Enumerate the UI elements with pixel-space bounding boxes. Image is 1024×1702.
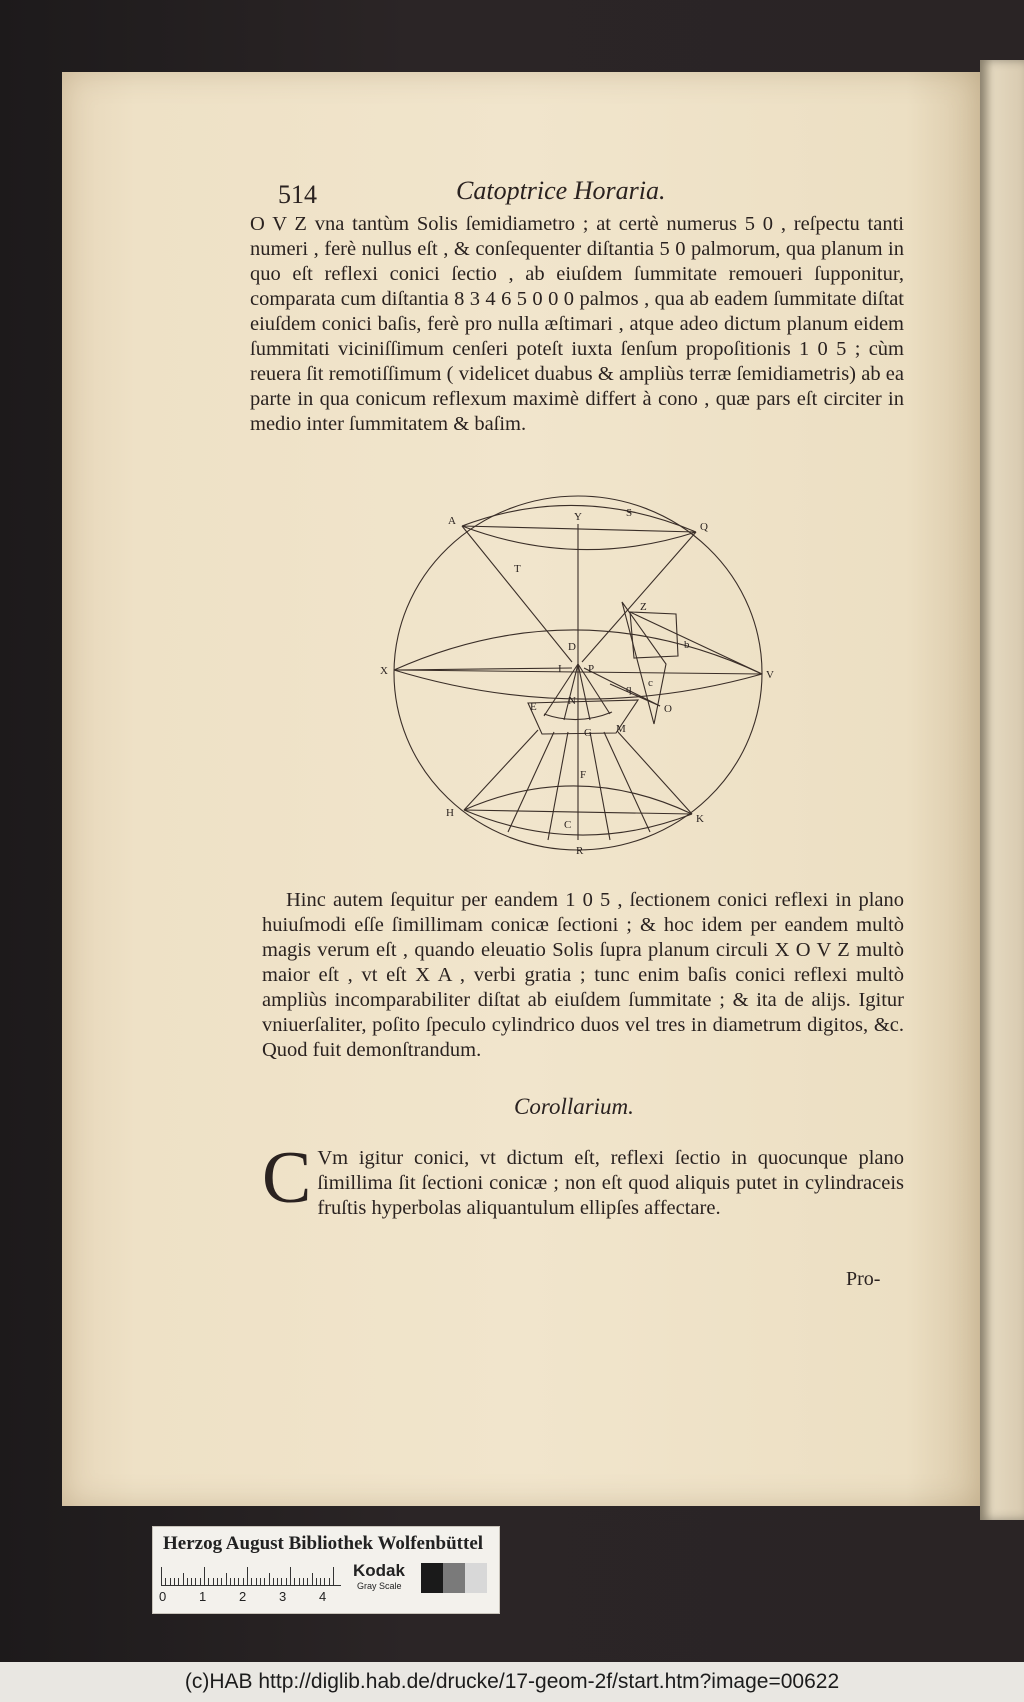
line-x-center [394, 668, 572, 670]
ruler-number: 3 [279, 1589, 287, 1604]
ruler-tick [183, 1573, 184, 1585]
label-b: b [684, 639, 690, 651]
ruler-tick [260, 1578, 261, 1585]
ruler-tick [213, 1578, 214, 1585]
ruler-tick [191, 1578, 192, 1585]
label-e: E [530, 701, 537, 713]
ruler-tick [316, 1578, 317, 1585]
ruler-tick [187, 1578, 188, 1585]
ruler-tick [200, 1578, 201, 1585]
label-t: T [514, 563, 521, 575]
swatch-light [465, 1563, 487, 1593]
line-q-center [582, 532, 696, 662]
ruler-tick [277, 1578, 278, 1585]
paragraph-3-text: Vm igitur conici, vt dictum eſt, reflexi ſectio in quocunque plano ſimillima ſit ſectioni conicæ ; non eſt quod aliquis putet in cylindraceis fruſtis hyperbolas aliquantulum ellipſes affectare. [317, 1147, 904, 1219]
ruler-number: 4 [319, 1589, 327, 1604]
corollary-heading: Corollarium. [514, 1094, 634, 1119]
label-c-small: c [648, 677, 653, 689]
ruler-tick [221, 1578, 222, 1585]
ruler-tick [170, 1578, 171, 1585]
label-s: S [626, 507, 633, 519]
label-x: X [380, 665, 388, 677]
ruler-tick [299, 1578, 300, 1585]
line-z-v [630, 612, 762, 674]
ruler-tick [286, 1578, 287, 1585]
gray-scale-label: Gray Scale [357, 1581, 402, 1591]
ruler-tick [161, 1567, 162, 1585]
ruler-tick [294, 1578, 295, 1585]
catchword: Pro- [846, 1268, 881, 1290]
paragraph-2: Hinc autem ſequitur per eandem 1 0 5 , ſectionem conici reflexi in plano huiuſmodi eſſe ſimillimam conicæ ſectioni ; & hoc idem per eandem multò magis verum eſt , quando eleuatio Solis ſupra planum circuli X O V Z multò maior eſt , vt eſt X A , verbi gratia ; tunc enim baſis conici reflexi multò ampliùs incomparabiliter diſtat ab eiuſdem ſummitate ; & ita de alijs. Igitur vniuerſaliter, poſito ſpeculo cylindrico duos vel tres in diametrum digitos, &c. Quod fuit demonſtrandum. [262, 889, 904, 1061]
color-card [152, 1526, 500, 1614]
ruler-tick [165, 1578, 166, 1585]
ruler-tick [226, 1573, 227, 1585]
label-p: P [588, 663, 595, 675]
ruler-tick [307, 1578, 308, 1585]
chord-aq [462, 526, 696, 532]
ruler-tick [238, 1578, 239, 1585]
line-h-base [464, 730, 538, 810]
swatch-black [421, 1563, 443, 1593]
ruler-tick [195, 1578, 196, 1585]
label-c: C [564, 819, 572, 831]
ruler-tick [333, 1567, 334, 1585]
label-f: F [580, 769, 587, 781]
ruler-tick [251, 1578, 252, 1585]
ruler-tick [230, 1578, 231, 1585]
ruler-tick [208, 1578, 209, 1585]
label-n: N [568, 695, 576, 707]
ruler-tick [247, 1567, 248, 1585]
swatch-gray [443, 1563, 465, 1593]
scale-ruler [161, 1563, 341, 1586]
ruler-tick [290, 1567, 291, 1585]
facing-page-edge [980, 60, 1024, 1520]
ruler-tick [256, 1578, 257, 1585]
color-card-title: Herzog August Bibliothek Wolfenbüttel [163, 1533, 484, 1554]
ruler-tick [281, 1578, 282, 1585]
fan-1 [508, 732, 554, 832]
geometric-diagram [378, 488, 778, 858]
ruler-tick [217, 1578, 218, 1585]
ruler-tick [234, 1578, 235, 1585]
paragraph-3 [262, 1137, 904, 1221]
ruler-tick [273, 1578, 274, 1585]
ruler-tick [312, 1573, 313, 1585]
label-m: M [616, 723, 626, 735]
ruler-tick [269, 1573, 270, 1585]
label-q: Q [700, 521, 708, 533]
footer-url: (c)HAB http://diglib.hab.de/drucke/17-geom-2f/start.htm?image=00622 [0, 1662, 1024, 1702]
ruler-tick [324, 1578, 325, 1585]
label-z: Z [640, 601, 647, 613]
ruler-tick [320, 1578, 321, 1585]
paragraph-1: O V Z vna tantùm Solis ſemidiametro ; at certè numerus 5 0 , reſpectu tanti numeri , ferè nullus eſt , & conſequenter diſtantia 5 0 palmorum, qua planum in quo eſt reflexi conici ſectio , ab eiuſdem ſummitate remoueri ſupponitur, comparata cum diſtantia 8 3 4 6 5 0 0 0 palmos , qua ab eadem ſummitate diſtat eiuſdem conici baſis, ferè pro nulla æſtimari , atque adeo dictum planum eidem ſummitati viciniſſimum cenſeri poteſt iuxta ſenſum propoſitionis 1 0 5 ; cùm reuera ſit remotiſſimum ( videlicet duabus & ampliùs terræ ſemidiametris) ab ea parte in qua conicum reflexum maximè differt à cono , quæ pars eſt circiter in medio inter ſummitatem & baſim. [250, 213, 904, 435]
line-k-base [618, 732, 692, 814]
ruler-tick [204, 1567, 205, 1585]
label-k: K [696, 813, 704, 825]
ruler-tick [264, 1578, 265, 1585]
label-o: O [664, 703, 672, 715]
page-number: 514 [278, 180, 317, 209]
label-g: G [584, 727, 592, 739]
drop-cap: C [262, 1137, 312, 1219]
ruler-tick [174, 1578, 175, 1585]
ruler-tick [329, 1578, 330, 1585]
fan-4 [604, 732, 650, 832]
ruler-number: 0 [159, 1589, 167, 1604]
ruler-tick [303, 1578, 304, 1585]
label-r: R [576, 845, 584, 857]
label-i: I [558, 663, 562, 675]
label-a: A [448, 515, 456, 527]
label-h: H [446, 807, 454, 819]
label-y: Y [574, 511, 582, 523]
ruler-tick [178, 1578, 179, 1585]
label-d: D [568, 641, 576, 653]
ruler-number: 2 [239, 1589, 247, 1604]
label-q-small: q [626, 683, 632, 695]
kodak-logo: Kodak [353, 1561, 405, 1580]
label-v: V [766, 669, 774, 681]
ruler-number: 1 [199, 1589, 207, 1604]
ruler-tick [243, 1578, 244, 1585]
fan-3 [590, 732, 610, 840]
running-title: Catoptrice Horaria. [456, 176, 666, 205]
